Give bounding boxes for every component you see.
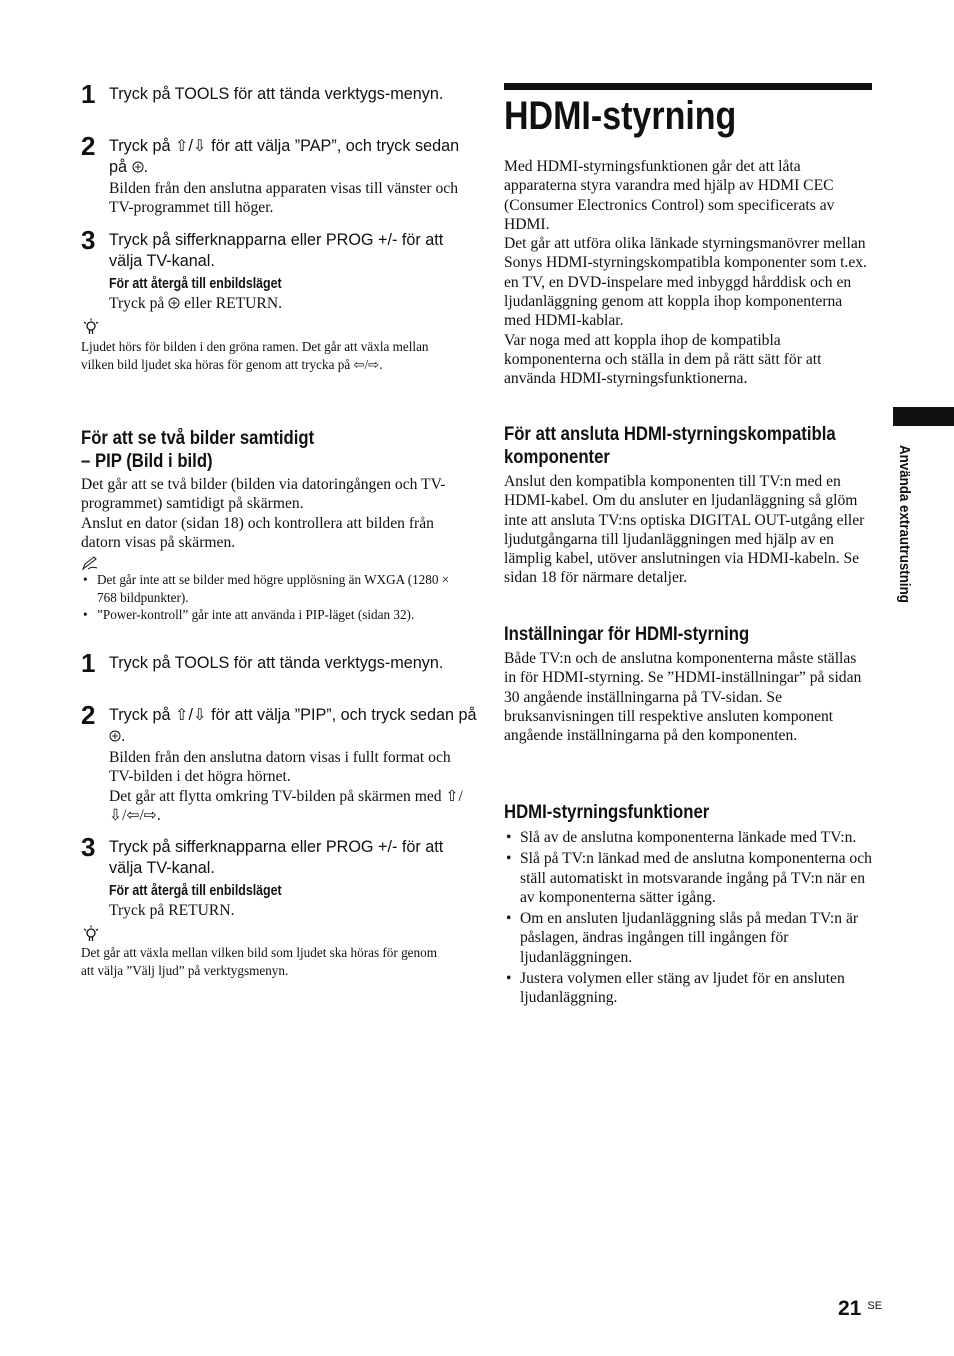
connect-text: Anslut den kompatibla komponenten till TV:n med en HDMI-kabel. Om du ansluter en ljudanläggning så glöm inte att ansluta TV:ns optiska DIGITAL OUT-utgång eller ljudutgångarna till ljudanläggningen med hjälp av en lämplig kabel, utöver anslutningen via HDMI-kabeln. Se sidan 18 för närmare detaljer. <box>504 473 865 587</box>
list-item: • Om en ansluten ljudanläggning slås på medan TV:n är påslagen, ändras ingången till ingången för ljudanläggningen. <box>504 909 872 967</box>
step-number: 3 <box>81 832 96 862</box>
up-down-arrows-icon: ⇧/⇩ <box>174 706 207 724</box>
step-text: Tryck på ⇧/⇩ för att välja ”PAP”, och tryck sedan på . <box>109 137 460 176</box>
pip-section-heading <box>81 427 481 473</box>
step-text: Tryck på sifferknapparna eller PROG +/- för att välja TV-kanal. <box>109 838 444 877</box>
return-text: Tryck på RETURN. <box>109 902 235 919</box>
up-down-arrows-icon: ⇧/⇩ <box>174 137 207 155</box>
note-item: • ”Power-kontroll” går inte att använda i PIP-läget (sidan 32). <box>81 606 453 624</box>
intro-para-2: Det går att utföra olika länkade styrningsmanövrer mellan Sonys HDMI-styrningskompatibla komponenter som t.ex. en TV, en DVD-inspelare med inbyggd hårddisk och en ljudanläggning genom att koppla ihop komponenterna med HDMI-kablar. <box>504 235 867 330</box>
step-body: Bilden från den anslutna datorn visas i fullt format och TV-bilden i det högra hörnet. <box>109 749 451 786</box>
return-text <box>109 294 477 313</box>
step-text-part: för att välja ”PAP”, och tryck sedan på <box>109 137 460 176</box>
arrow-keys-icon: ⇧/⇩/⇦/⇨ <box>109 787 463 824</box>
side-tab-marker <box>893 407 954 426</box>
hdmi-intro <box>504 157 872 389</box>
return-heading: För att återgå till enbildsläget <box>109 883 282 899</box>
step-body-part: Det går att flytta omkring TV-bilden på skärmen med <box>109 787 446 805</box>
pip-para-1: Det går att se två bilder (bilden via datoringången och TV-programmet) samtidigt på skärmen. <box>81 476 446 513</box>
pip-step-2 <box>81 700 477 825</box>
pip-heading-line2: – PIP (Bild i bild) <box>81 451 213 472</box>
step-number: 1 <box>81 79 96 109</box>
pip-intro <box>81 475 453 552</box>
note-item: • Det går inte att se bilder med högre upplösning än WXGA (1280 × 768 bildpunkter). <box>81 571 453 606</box>
list-item: • Justera volymen eller stäng av ljudet för en ansluten ljudanläggning. <box>504 969 872 1008</box>
step-number: 2 <box>81 700 96 730</box>
pip-heading-line1: För att se två bilder samtidigt <box>81 428 315 449</box>
pip-step-3 <box>81 832 477 920</box>
tip-text-part: . <box>379 356 383 372</box>
return-text-part: eller RETURN. <box>180 295 282 312</box>
side-tab-label: Använda extrautrustning <box>896 445 912 603</box>
step-number: 2 <box>81 131 96 161</box>
title-rule <box>504 83 872 90</box>
tip-text <box>81 338 449 373</box>
list-item: • Slå på TV:n länkad med de anslutna komponenterna och ställ automatiskt in motsvarande ingång på TV:n när en av komponenterna sätter igång. <box>504 849 872 907</box>
left-right-arrows-icon: ⇦/⇨ <box>353 356 380 372</box>
pap-step-1 <box>81 79 477 109</box>
intro-para-1: Med HDMI-styrningsfunktionen går det att låta apparaterna styra varandra med hjälp av HDMI CEC (Consumer Electronics Control) som specificerats av HDMI. <box>504 158 835 233</box>
page-number: 21 <box>838 1297 862 1320</box>
tip-text: Det går att växla mellan vilken bild som ljudet ska höras för genom att välja ”Välj ljud” på verktygsmenyn. <box>81 945 437 978</box>
settings-heading: Inställningar för HDMI-styrning <box>504 624 750 645</box>
note-pencil-icon <box>81 555 99 571</box>
page-title: HDMI-styrning <box>504 94 737 138</box>
pip-para-2: Anslut en dator (sidan 18) och kontrollera att bilden från datorn visas på skärmen. <box>81 514 434 551</box>
step-text-part: för att välja ”PIP”, och tryck sedan på <box>206 706 477 724</box>
list-item: • Slå av de anslutna komponenterna länkade med TV:n. <box>504 828 872 847</box>
step-body-part: . <box>156 806 161 824</box>
tip-text-part: Ljudet hörs för bilden i den gröna ramen. Det går att växla mellan vilken bild ljudet ska höras för genom att trycka på <box>81 339 429 372</box>
pap-step-2 <box>81 131 477 218</box>
pip-notes-list <box>81 571 453 624</box>
pip-notes <box>81 555 453 624</box>
intro-para-3: Var noga med att koppla ihop de kompatibla komponenterna och ställa in dem på rätt sätt för att använda HDMI-styrningsfunktionerna. <box>504 331 822 388</box>
pip-step-1 <box>81 648 477 678</box>
functions-heading: HDMI-styrningsfunktioner <box>504 802 710 823</box>
step-text-part: Tryck på <box>109 706 175 724</box>
page-footer <box>838 1297 882 1321</box>
connect-heading: För att ansluta HDMI-styrningskompatibla komponenter <box>504 424 836 468</box>
pip-tip <box>81 925 451 979</box>
step-text: Tryck på ⇧/⇩ för att välja ”PIP”, och tryck sedan på . <box>109 706 477 745</box>
hint-lightbulb-icon <box>82 318 100 336</box>
functions-list <box>504 828 872 1010</box>
pap-step-3 <box>81 225 477 313</box>
step-text: Tryck på TOOLS för att tända verktygs-menyn. <box>109 654 444 672</box>
enter-button-icon <box>109 730 121 742</box>
step-number: 3 <box>81 225 96 255</box>
enter-button-icon <box>168 297 180 309</box>
step-text-part: Tryck på <box>109 137 175 155</box>
return-heading: För att återgå till enbildsläget <box>109 276 282 292</box>
step-body <box>109 787 477 826</box>
step-number: 1 <box>81 648 96 678</box>
pap-tip <box>81 318 449 373</box>
enter-button-icon <box>132 161 144 173</box>
step-body: Bilden från den anslutna apparaten visas till vänster och TV-programmet till höger. <box>109 180 459 217</box>
step-text: Tryck på sifferknapparna eller PROG +/- för att välja TV-kanal. <box>109 231 444 270</box>
return-text-part: Tryck på <box>109 295 169 312</box>
page-lang: SE <box>867 1300 883 1312</box>
settings-text: Både TV:n och de anslutna komponenterna måste ställas in för HDMI-styrning. Se ”HDMI-inställningar” på sidan 30 angående inställningarna på TV-sidan. Se bruksanvisningen till respektive ansluten komponent angående inställningarna på den komponenten. <box>504 650 862 745</box>
step-text: Tryck på TOOLS för att tända verktygs-menyn. <box>109 85 444 103</box>
hint-lightbulb-icon <box>82 925 100 943</box>
